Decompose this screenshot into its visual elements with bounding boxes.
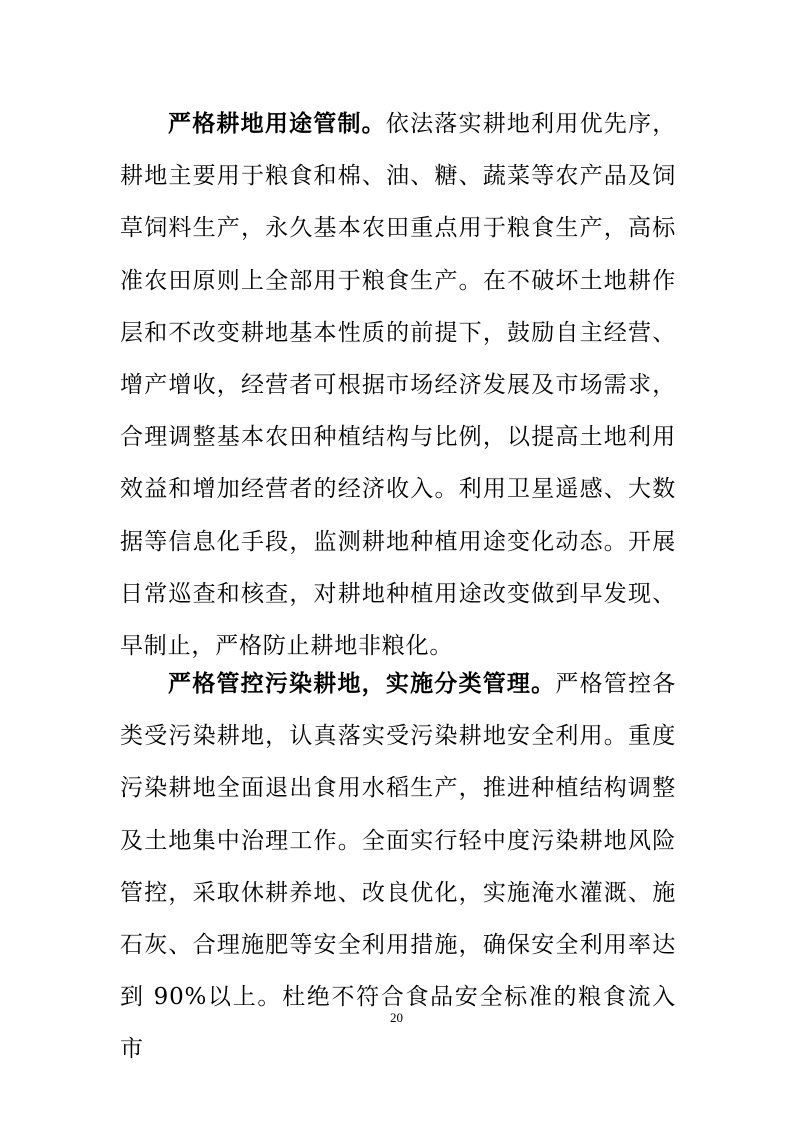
paragraph-body: 严格管控各类受污染耕地，认真落实受污染耕地安全利用。重度污染耕地全面退出食用水稻生产，推进种植结构调整及土地集中治理工作。全面实行轻中度污染耕地风险管控，采取休耕养地、改良优化，实施淹水灌溉、施石灰、合理施肥等安全利用措施，确保安全利用率达到 90%以上。杜绝不符合食品安全标准的粮食流入市 [120, 671, 676, 1063]
paragraph-heading: 严格耕地用途管制。 [168, 110, 386, 137]
page-number: 20 [390, 1010, 403, 1025]
paragraph-body: 依法落实耕地利用优先序，耕地主要用于粮食和棉、油、糖、蔬菜等农产品及饲草饲料生产，永久基本农田重点用于粮食生产，高标准农田原则上全部用于粮食生产。在不破坏土地耕作层和不改变耕地基本性质的前提下，鼓励自主经营、增产增收，经营者可根据市场经济发展及市场需求，合理调整基本农田种植结构与比例，以提高土地利用效益和增加经营者的经济收入。利用卫星遥感、大数据等信息化手段，监测耕地种植用途变化动态。开展日常巡查和核查，对耕地种植用途改变做到早发现、早制止，严格防止耕地非粮化。 [120, 111, 676, 660]
paragraph-heading: 严格管控污染耕地，实施分类管理。 [168, 670, 556, 697]
paragraph-land-use-control [120, 98, 676, 672]
